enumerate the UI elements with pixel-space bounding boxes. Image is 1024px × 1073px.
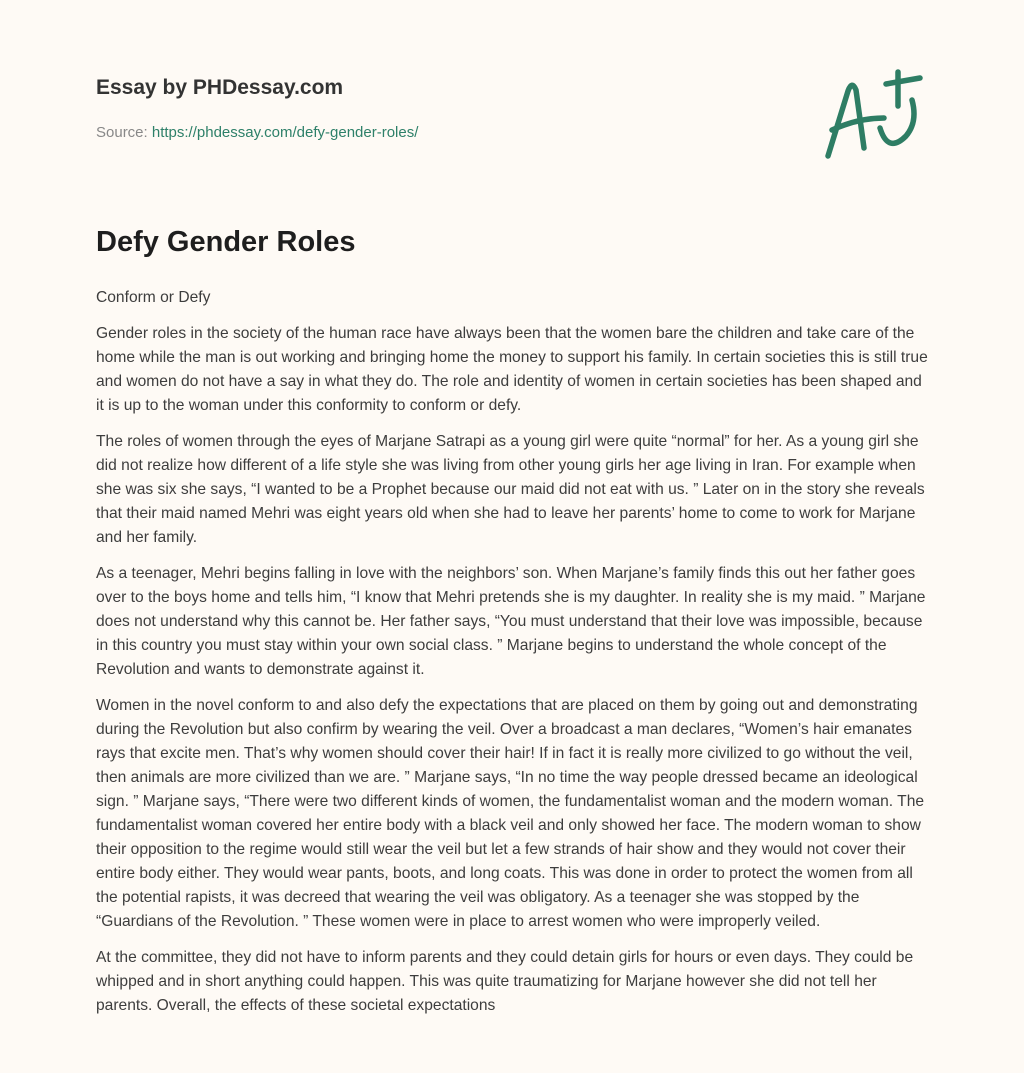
essay-paragraph: Women in the novel conform to and also defy the expectations that are placed on them by going out and demonstrating during the Revolution but also confirm by wearing the veil. Over a broadcast a man declares, “Women’s hair emanates rays that excite men. That’s why women should cover their hair! If in fact it is really more civilized to go without the veil, then animals are more civilized than we are. ” Marjane says, “In no time the way people dressed became an ideological sign. ” Marjane says, “There were two different kinds of women, the fundamentalist woman and the modern woman. The fundamentalist woman covered her entire body with a black veil and only showed her face. The modern woman to show their opposition to the regime would still wear the veil but let a few strands of hair show and they would not cover their entire body either. They would wear pants, boots, and long coats. This was done in order to protect the women from all the potential rapists, it was decreed that wearing the veil was obligatory. As a teenager she was stopped by the “Guardians of the Revolution. ” These women were in place to arrest women who were improperly veiled. xyxy=(96,697,925,930)
essay-paragraph: The roles of women through the eyes of Marjane Satrapi as a young girl were quite “normal” for her. As a young girl she did not realize how different of a life style she was living from other young girls her age living in Iran. For example when she was six she says, “I wanted to be a Prophet because our maid did not eat with us. ” Later on in the story she reveals that their maid named Mehri was eight years old when she had to leave her parents’ home to come to work for Marjane and her family. xyxy=(96,433,925,546)
essay-subtitle: Conform or Defy xyxy=(96,289,211,306)
essay-body xyxy=(96,286,930,1030)
essay-paragraph: At the committee, they did not have to inform parents and they could detain girls for hours or even days. They could be whipped and in short anything could happen. This was quite traumatizing for Marjane however she did not tell her parents. Overall, the effects of these societal expectations xyxy=(96,949,914,1014)
source-line xyxy=(96,124,418,141)
a-plus-logo-icon xyxy=(818,66,928,166)
essay-title: Defy Gender Roles xyxy=(96,226,356,258)
source-link[interactable]: https://phdessay.com/defy-gender-roles/ xyxy=(151,124,419,141)
essay-paragraph: Gender roles in the society of the human race have always been that the women bare the children and take care of the home while the man is out working and bringing home the money to support his family. In certain societies this is still true and women do not have a say in what they do. The role and identity of women in certain societies has been shaped and it is up to the woman under this conformity to conform or defy. xyxy=(96,325,928,414)
essay-paragraph: As a teenager, Mehri begins falling in love with the neighbors’ son. When Marjane’s family finds this out her father goes over to the boys home and tells him, “I know that Mehri pretends she is my daughter. In reality she is my maid. ” Marjane does not understand why this cannot be. Her father says, “You must understand that their love was impossible, because in this country you must stay within your own social class. ” Marjane begins to understand the whole concept of the Revolution and wants to demonstrate against it. xyxy=(96,565,926,678)
source-label: Source: xyxy=(96,124,148,141)
site-title: Essay by PHDessay.com xyxy=(96,76,344,99)
